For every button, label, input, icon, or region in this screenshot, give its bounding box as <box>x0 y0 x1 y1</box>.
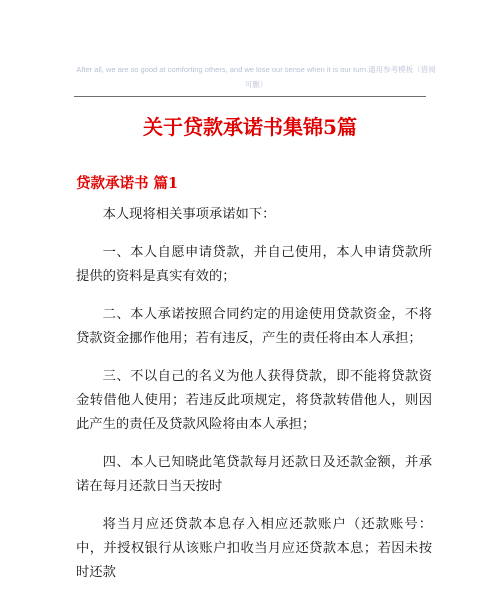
header-note: After all, we are so good at comforting others, and we lose our sense when it is our turn.通用参考模板（借阅可删） <box>76 65 436 89</box>
paragraph: 将当月应还贷款本息存入相应还款账户（还款账号： 中，并授权银行从该账户扣收当月应还贷款本息；若因未按时还款 <box>76 516 432 580</box>
document-title: 关于贷款承诺书集锦5篇 <box>143 115 357 139</box>
paragraph: 三、不以自己的名义为他人获得贷款，即不能将贷款资金转借他人使用；若违反此项规定，将贷款转借他人，则因此产生的责任及贷款风险将由本人承担； <box>76 368 432 432</box>
document-body <box>76 203 432 599</box>
paragraph: 四、本人已知晓此笔贷款每月还款日及还款金额，并承诺在每月还款日当天按时 <box>76 454 432 494</box>
paragraph: 一、本人自愿申请贷款，并自己使用，本人申请贷款所提供的资料是真实有效的； <box>76 244 432 284</box>
header-divider <box>74 96 426 97</box>
section-title: 贷款承诺书 篇1 <box>76 175 179 192</box>
paragraph: 本人现将相关事项承诺如下： <box>102 207 276 222</box>
paragraph: 二、本人承诺按照合同约定的用途使用贷款资金，不将贷款资金挪作他用；若有违反，产生的责任将由本人承担； <box>76 306 432 346</box>
